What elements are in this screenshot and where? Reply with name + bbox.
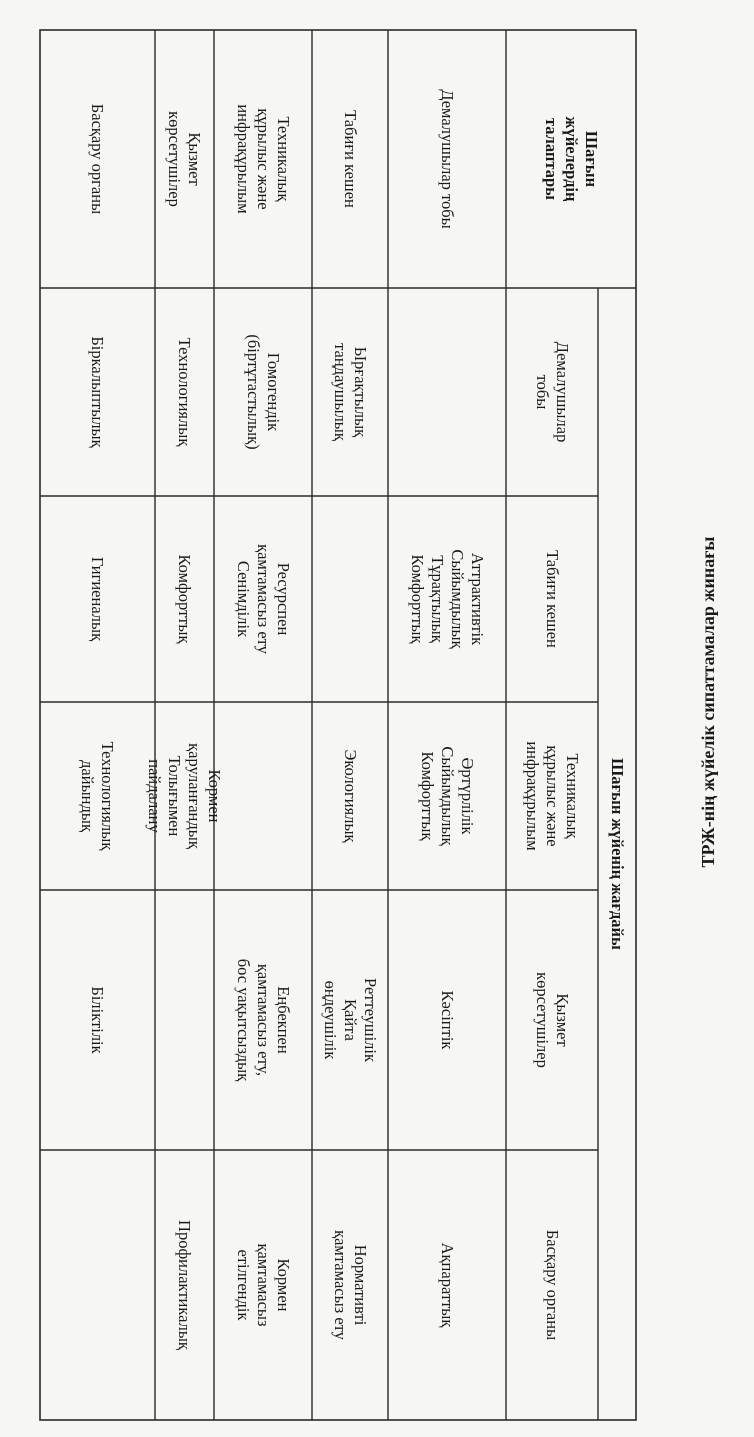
- table-cell: Технологиялық: [175, 337, 195, 447]
- table-cell: Реттеушілік Қайта өңдеушілік: [321, 978, 380, 1062]
- table-cell: Еңбекпен қамтамасыз ету, бос уақытсыздық: [234, 958, 293, 1082]
- row-label: Техникалық құрылыс және инфрақұрылым: [234, 104, 293, 214]
- table-cell: Экологиялық: [341, 749, 360, 843]
- table-cell: Гигиеналық: [88, 556, 108, 642]
- column-header: Демалушылар тобы: [533, 341, 572, 443]
- table-cell: Нормативті қамтамасыз ету: [331, 1230, 370, 1340]
- table-cell: Гомогендік (біртұтастылық): [244, 334, 283, 450]
- table-cell: Ақпараттық: [438, 1242, 457, 1328]
- table-cell: Біліктілік: [88, 986, 108, 1054]
- table-cell: Ресурспен қамтамасыз ету Сенімділік: [234, 544, 293, 654]
- column-header: Техникалық құрылыс және инфрақұрылым: [523, 741, 582, 851]
- table-cell: Кормен қамтамасыз етілгендік: [234, 1243, 293, 1327]
- table-title: ТРЖ-нің жүйелік сипаттамалар жинағы: [698, 536, 718, 868]
- column-header: Басқару органы: [543, 1229, 562, 1341]
- table-cell: Профилактикалық: [175, 1220, 195, 1350]
- table-cell: Комфорттық: [175, 554, 195, 644]
- row-label: Табиғи кешен: [341, 110, 360, 208]
- column-header: Табиғи кешен: [543, 550, 562, 648]
- table-cell: Кормен қаруланғандық Толығымен пайдалану: [145, 743, 225, 849]
- table-cell: Ырғақтылық таңдаушылық: [331, 343, 370, 441]
- table-cell: Технологиялық дайындық: [78, 741, 118, 851]
- corner-header: Шағын жүйелердің талаптары: [542, 116, 601, 202]
- table-cell: Біркалыптылық: [88, 336, 108, 448]
- row-label: Қызмет көрсетушілер: [165, 111, 205, 207]
- column-header: Қызмет көрсетушілер: [533, 972, 572, 1068]
- table-cell: Әртүрлілік Сыйымдылық Комфорттық: [418, 746, 477, 846]
- row-label: Басқару органы: [88, 103, 108, 215]
- table-cell: Кәсіптік: [438, 990, 457, 1050]
- row-label: Демалушылар тобы: [438, 89, 457, 229]
- group-header: Шағын жүйенің жағдайы: [608, 758, 627, 950]
- table-cell: Аттрактивтік Сыйымдылық Тұрақтылық Комфорттық: [408, 549, 487, 649]
